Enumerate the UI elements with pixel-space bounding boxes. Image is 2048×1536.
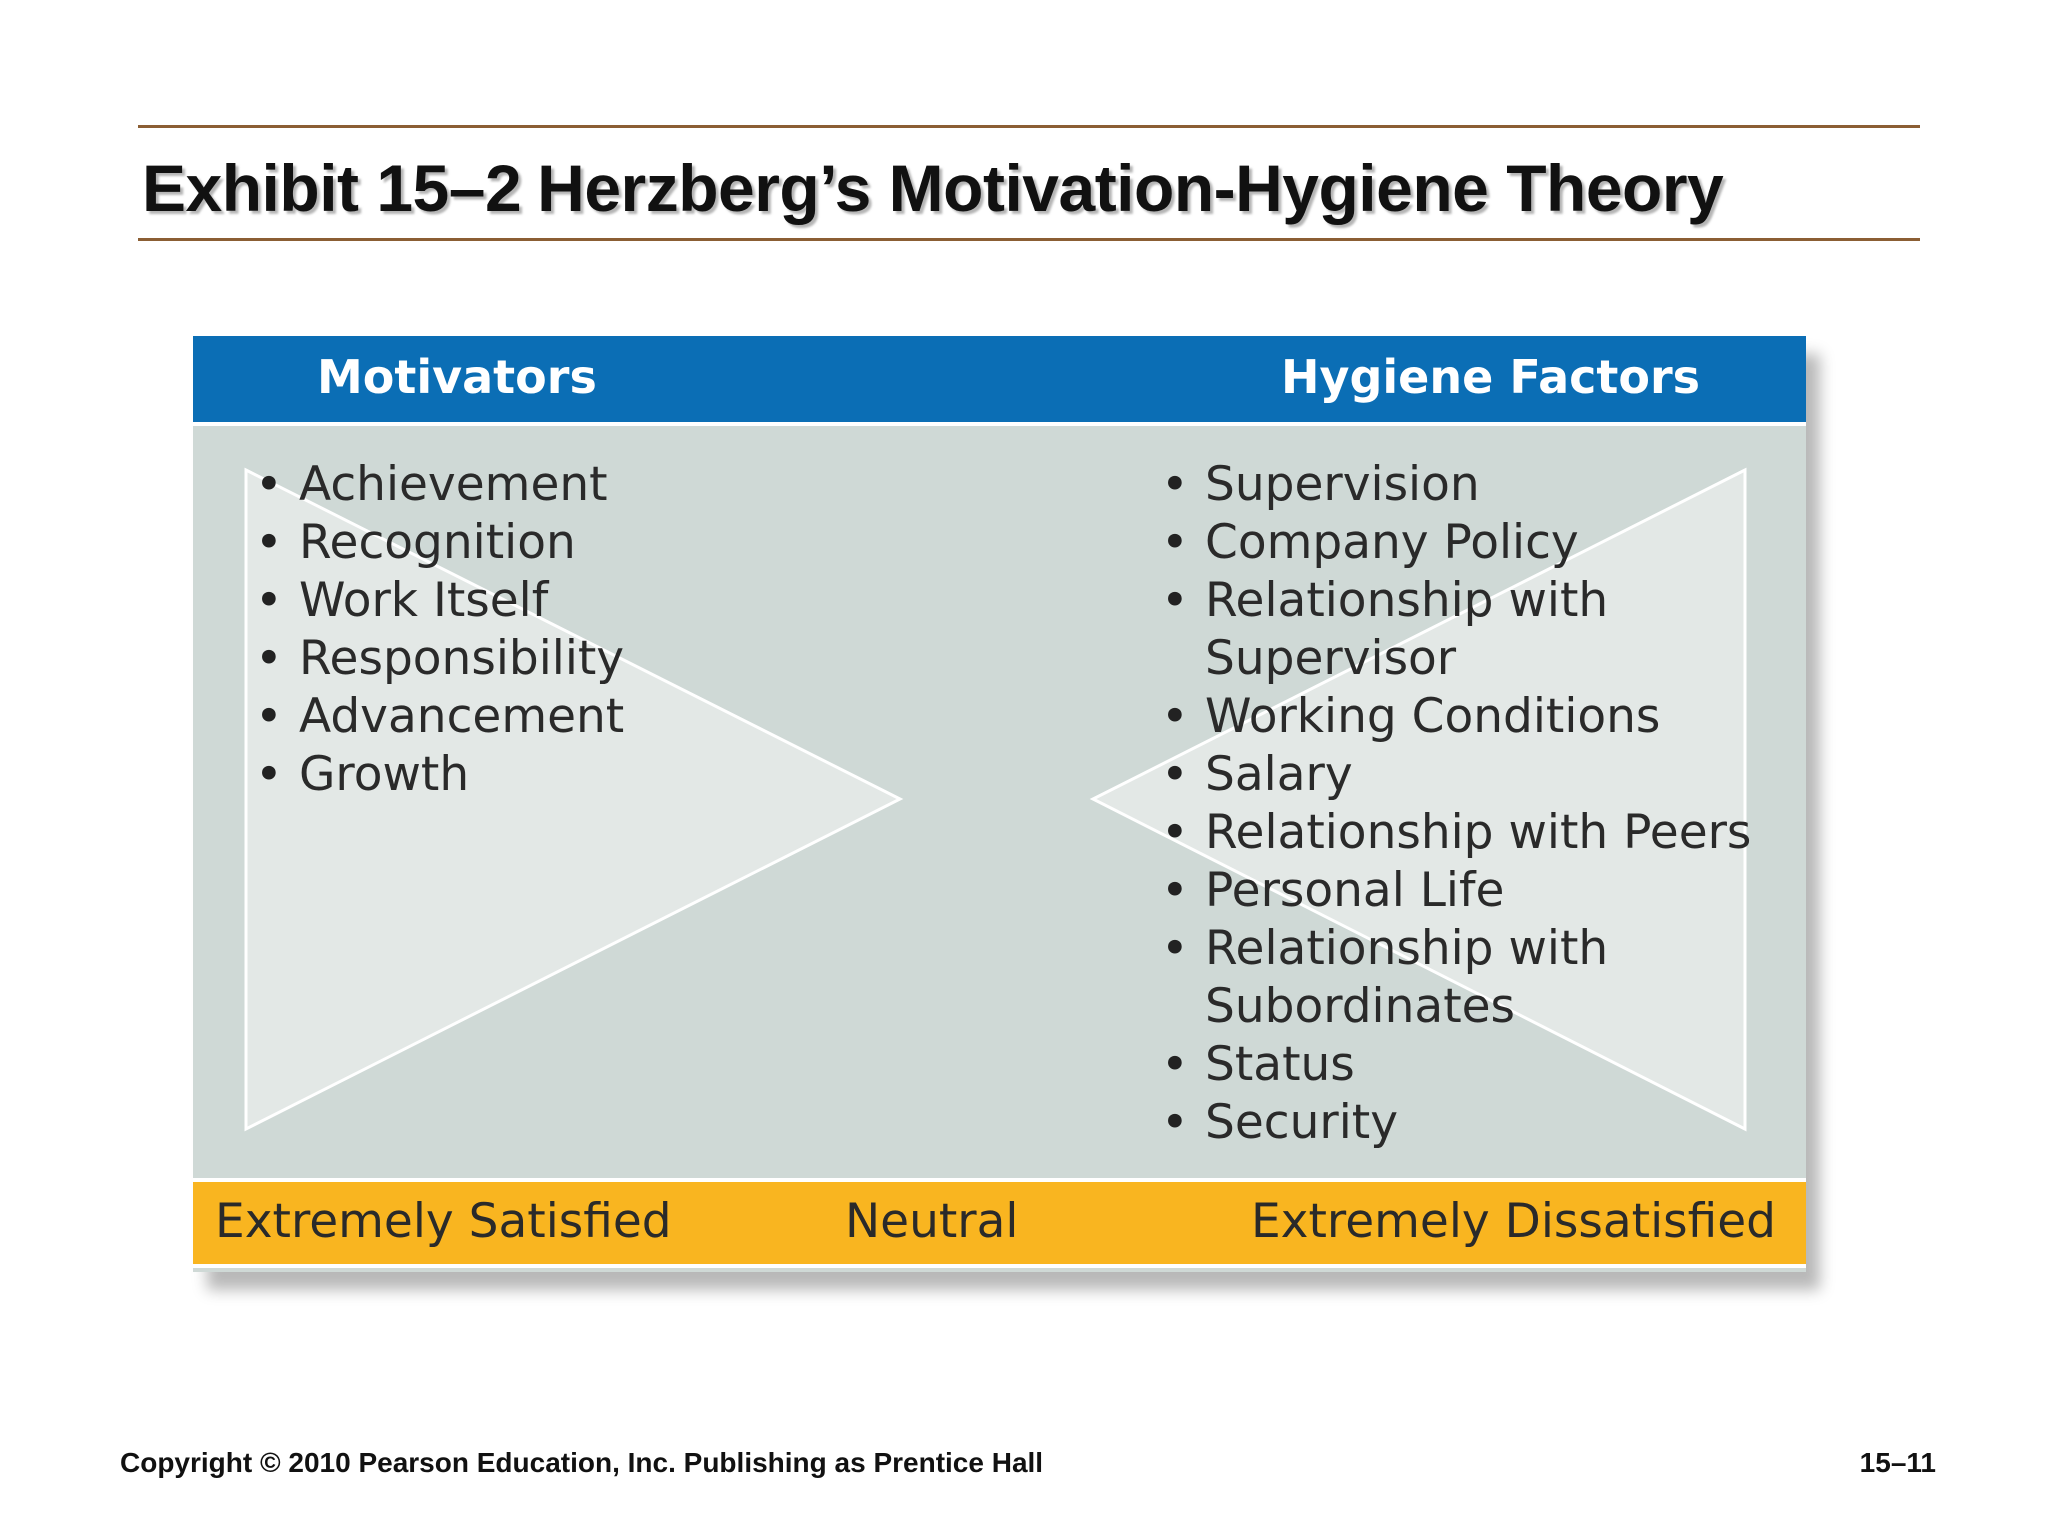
list-item: • Recognition (255, 514, 624, 572)
list-item: • Salary (1161, 746, 1751, 804)
list-item: • Personal Life (1161, 862, 1751, 920)
list-item: • Work Itself (255, 572, 624, 630)
satisfaction-scale-band (193, 1178, 1806, 1268)
exhibit-header-band (193, 336, 1806, 426)
list-item: • Supervision (1161, 456, 1751, 514)
list-item-continuation: Supervisor (1205, 631, 1457, 686)
hygiene-factors-list (1161, 456, 1751, 1152)
list-item: • Working Conditions (1161, 688, 1751, 746)
list-item: • Achievement (255, 456, 624, 514)
hygiene-factors-heading: Hygiene Factors (1281, 350, 1701, 404)
list-item: • Company Policy (1161, 514, 1751, 572)
motivators-list (255, 456, 624, 804)
herzberg-exhibit (193, 336, 1806, 1272)
exhibit-title: Herzberg’s Motivation-Hygiene Theory (537, 151, 1724, 225)
scale-neutral: Neutral (845, 1194, 1019, 1249)
scale-extremely-dissatisfied: Extremely Dissatisfied (1250, 1194, 1776, 1249)
list-item: • Advancement (255, 688, 624, 746)
list-item: • Relationship with (1161, 920, 1751, 978)
list-item: • Responsibility (255, 630, 624, 688)
list-item: • Status (1161, 1036, 1751, 1094)
list-item-continuation: Subordinates (1205, 979, 1516, 1034)
list-item: • Relationship with Peers (1161, 804, 1751, 862)
title-bottom-rule (138, 238, 1920, 241)
exhibit-number: Exhibit 15–2 (142, 151, 522, 225)
list-item: • Growth (255, 746, 624, 804)
slide-title (142, 150, 1723, 226)
list-item: • Security (1161, 1094, 1751, 1152)
list-item: • Relationship with (1161, 572, 1751, 630)
title-top-rule (138, 125, 1920, 128)
page-number: 15–11 (1859, 1447, 1936, 1478)
exhibit-body (193, 426, 1806, 1178)
scale-extremely-satisfied: Extremely Satisfied (215, 1194, 672, 1249)
copyright-notice: Copyright © 2010 Pearson Education, Inc. Publishing as Prentice Hall (120, 1447, 1044, 1478)
motivators-heading: Motivators (317, 350, 597, 404)
